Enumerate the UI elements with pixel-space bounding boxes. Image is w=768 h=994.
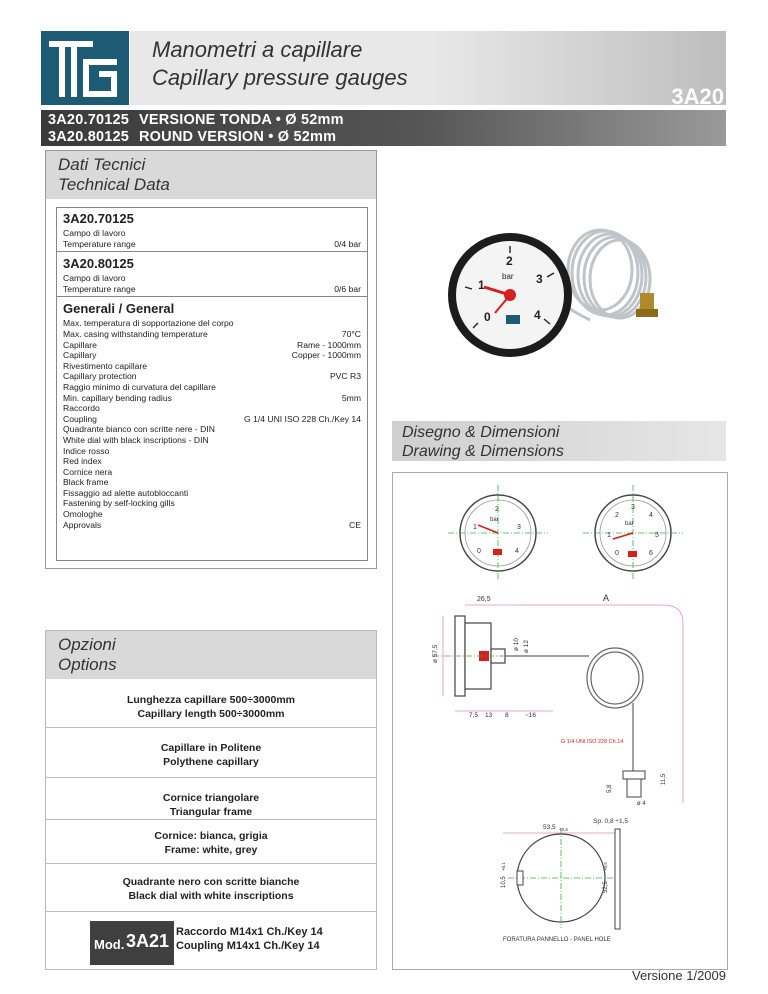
spec-row-it: Raccordo <box>63 403 100 414</box>
spec-row-it: Capillare Rame - 1000mm <box>63 339 361 350</box>
dial-number: 4 <box>515 548 519 555</box>
divider <box>46 777 376 778</box>
heading-italian: Opzioni <box>58 635 116 654</box>
needle-hub-icon <box>504 289 516 301</box>
dial-number: 4 <box>534 308 541 322</box>
spec-row-it: Fissaggio ad alette autobloccanti <box>63 487 189 498</box>
spec-value: 70°C <box>341 328 361 339</box>
dial-number: 2 <box>495 506 499 513</box>
dial-number: 1 <box>473 524 477 531</box>
spec-value: Rame - 1000mm <box>297 339 361 350</box>
dimension-label: ø 57,5 <box>432 644 439 663</box>
dial-number: 1 <box>478 278 485 292</box>
coupling-note: G 1/4 UNI ISO 228 Ch.14 <box>561 739 624 745</box>
mod-prefix: Mod. <box>94 937 125 952</box>
tg-logo-icon <box>41 31 129 105</box>
dial-number: 5 <box>655 532 659 539</box>
dimension-label: ~16 <box>525 712 537 719</box>
dimension-label: 10,5 <box>501 876 507 888</box>
dial-number: 0 <box>484 310 491 324</box>
mod-code: 3A21 <box>126 931 170 951</box>
dimension-label: Sp. 0,8 ÷1,5 <box>593 818 629 825</box>
dial-number: 0 <box>615 550 619 557</box>
dial-number: 4 <box>649 512 653 519</box>
heading-italian: Dati Tecnici <box>58 155 146 174</box>
mod-badge <box>90 921 174 965</box>
divider <box>46 727 376 728</box>
divider <box>57 296 367 297</box>
spec-row-en: Coupling G 1/4 UNI ISO 228 Ch./Key 14 <box>63 413 361 424</box>
general-title: Generali / General <box>63 301 175 317</box>
panel-hole-caption: FORATURA PANNELLO - PANEL HOLE <box>503 937 611 943</box>
gauge-photo <box>440 215 670 375</box>
model-code: 3A20.80125 <box>48 129 130 145</box>
front-view-4bar <box>448 485 548 581</box>
tolerance-label: +0,5 <box>559 827 568 832</box>
model-a-range-it: Campo di lavoro <box>63 228 126 238</box>
detail-label: A <box>603 593 610 603</box>
spec-row-en: Red index <box>63 456 102 467</box>
spec-row-en: Fastening by self-locking gills <box>63 498 175 509</box>
dimension-label: ø 4 <box>637 801 646 807</box>
drawing-heading <box>402 423 564 461</box>
dial-number: 6 <box>649 550 653 557</box>
title-english: Capillary pressure gauges <box>152 65 408 90</box>
spec-value: CE <box>349 519 361 530</box>
divider <box>46 819 376 820</box>
front-view-6bar <box>583 485 683 581</box>
spec-row-en: Capillary protection PVC R3 <box>63 371 361 382</box>
spec-row-it: Omologhe <box>63 509 103 520</box>
option-item: Cornice: bianca, grigia Frame: white, grey <box>154 830 268 856</box>
divider <box>57 251 367 252</box>
spec-value: G 1/4 UNI ISO 228 Ch./Key 14 <box>243 413 361 424</box>
panel-hole-view <box>501 818 628 943</box>
option-item: Quadrante nero con scritte bianche Black dial with white inscriptions <box>122 876 300 902</box>
dial-number: 2 <box>506 254 513 268</box>
company-logo <box>41 31 129 105</box>
model-b-range-en: Temperature range 0/6 bar <box>63 283 361 294</box>
dimension-label: 8 <box>505 712 509 719</box>
options-heading <box>46 631 376 679</box>
dimension-label: ø 12 <box>523 639 530 653</box>
options-panel <box>45 630 377 970</box>
dial-number: 3 <box>631 504 635 511</box>
spec-value: PVC R3 <box>329 371 361 382</box>
spec-row-en: Capillary Copper - 1000mm <box>63 350 361 361</box>
model-description: VERSIONE TONDA • Ø 52mm <box>139 112 344 128</box>
spec-value: 5mm <box>341 392 361 403</box>
spec-row-it: Cornice nera <box>63 466 113 477</box>
tolerance-label: +0,5 <box>603 862 608 871</box>
model-a-range-en: Temperature range 0/4 bar <box>63 238 361 249</box>
product-code: 3A20 <box>671 84 724 109</box>
technical-table <box>56 207 368 561</box>
model-a-range-value: 0/4 bar <box>334 238 361 249</box>
spec-row-en: White dial with black inscriptions - DIN <box>63 434 209 445</box>
side-view <box>432 593 683 807</box>
model-code: 3A20.70125 <box>48 112 130 128</box>
model-description: ROUND VERSION • Ø 52mm <box>139 129 337 145</box>
technical-data-panel <box>45 150 377 569</box>
option-item: Cornice triangolare Triangular frame <box>162 792 260 818</box>
mod-description: Raccordo M14x1 Ch./Key 14 Coupling M14x1 Ch./Key 14 <box>176 926 323 952</box>
dial-number: 3 <box>517 524 521 531</box>
spec-row-en: Approvals CE <box>63 519 361 530</box>
dimension-label: 5,8 <box>607 784 613 793</box>
dimension-label: 11,5 <box>661 773 667 785</box>
spec-row-it: Raggio minimo di curvatura del capillare <box>63 381 216 392</box>
dial-number: 2 <box>615 512 619 519</box>
model-b-range-value: 0/6 bar <box>334 283 361 294</box>
dial-number: 3 <box>536 272 543 286</box>
heading-english: Technical Data <box>58 175 170 194</box>
model-a-title: 3A20.70125 <box>63 211 134 226</box>
spec-row-en: Max. casing withstanding temperature 70°C <box>63 328 361 339</box>
dial-logo-icon <box>506 315 520 324</box>
dimension-label: 13 <box>485 712 493 719</box>
divider <box>46 863 376 864</box>
tolerance-label: +0,1 <box>501 862 506 871</box>
page-title <box>152 36 408 92</box>
dimension-label: 26,5 <box>477 596 491 603</box>
dimension-label: ø 10 <box>513 637 520 651</box>
dimension-label: 53,5 <box>543 824 556 831</box>
spec-row-it: Rivestimento capillare <box>63 360 148 371</box>
model-b-range-it: Campo di lavoro <box>63 273 126 284</box>
dial-unit: bar <box>490 517 499 523</box>
spec-row-en: Black frame <box>63 477 109 488</box>
heading-english: Drawing & Dimensions <box>402 443 564 460</box>
heading-italian: Disegno & Dimensioni <box>402 424 560 441</box>
brass-coupling-icon <box>636 293 658 317</box>
version-label: Versione 1/2009 <box>632 968 726 983</box>
dial-number: 0 <box>477 548 481 555</box>
dial-number: 1 <box>607 532 611 539</box>
divider <box>46 911 376 912</box>
spec-row-it: Max. temperatura di sopportazione del corpo <box>63 318 234 329</box>
dimension-label: 52,5 <box>603 881 609 893</box>
option-item: Capillare in Politene Polythene capillary <box>160 742 262 768</box>
spec-row-en: Min. capillary bending radius 5mm <box>63 392 361 403</box>
model-line-2 <box>48 129 336 145</box>
dimension-label: 7,5 <box>469 712 479 719</box>
dial-unit: bar <box>502 272 514 281</box>
spec-row-it: Indice rosso <box>63 445 110 456</box>
heading-english: Options <box>58 655 117 674</box>
option-item: Lunghezza capillare 500÷3000mm Capillary length 500÷3000mm <box>126 694 295 720</box>
spec-row-it: Quadrante bianco con scritte nere - DIN <box>63 424 215 435</box>
dimension-drawing <box>393 473 727 969</box>
model-line-1 <box>48 112 344 128</box>
model-b-title: 3A20.80125 <box>63 256 134 272</box>
spec-value: Copper - 1000mm <box>291 350 361 361</box>
technical-drawing <box>392 472 728 970</box>
title-italian: Manometri a capillare <box>152 37 363 62</box>
dial-unit: bar <box>625 521 634 527</box>
technical-data-heading <box>46 151 376 199</box>
